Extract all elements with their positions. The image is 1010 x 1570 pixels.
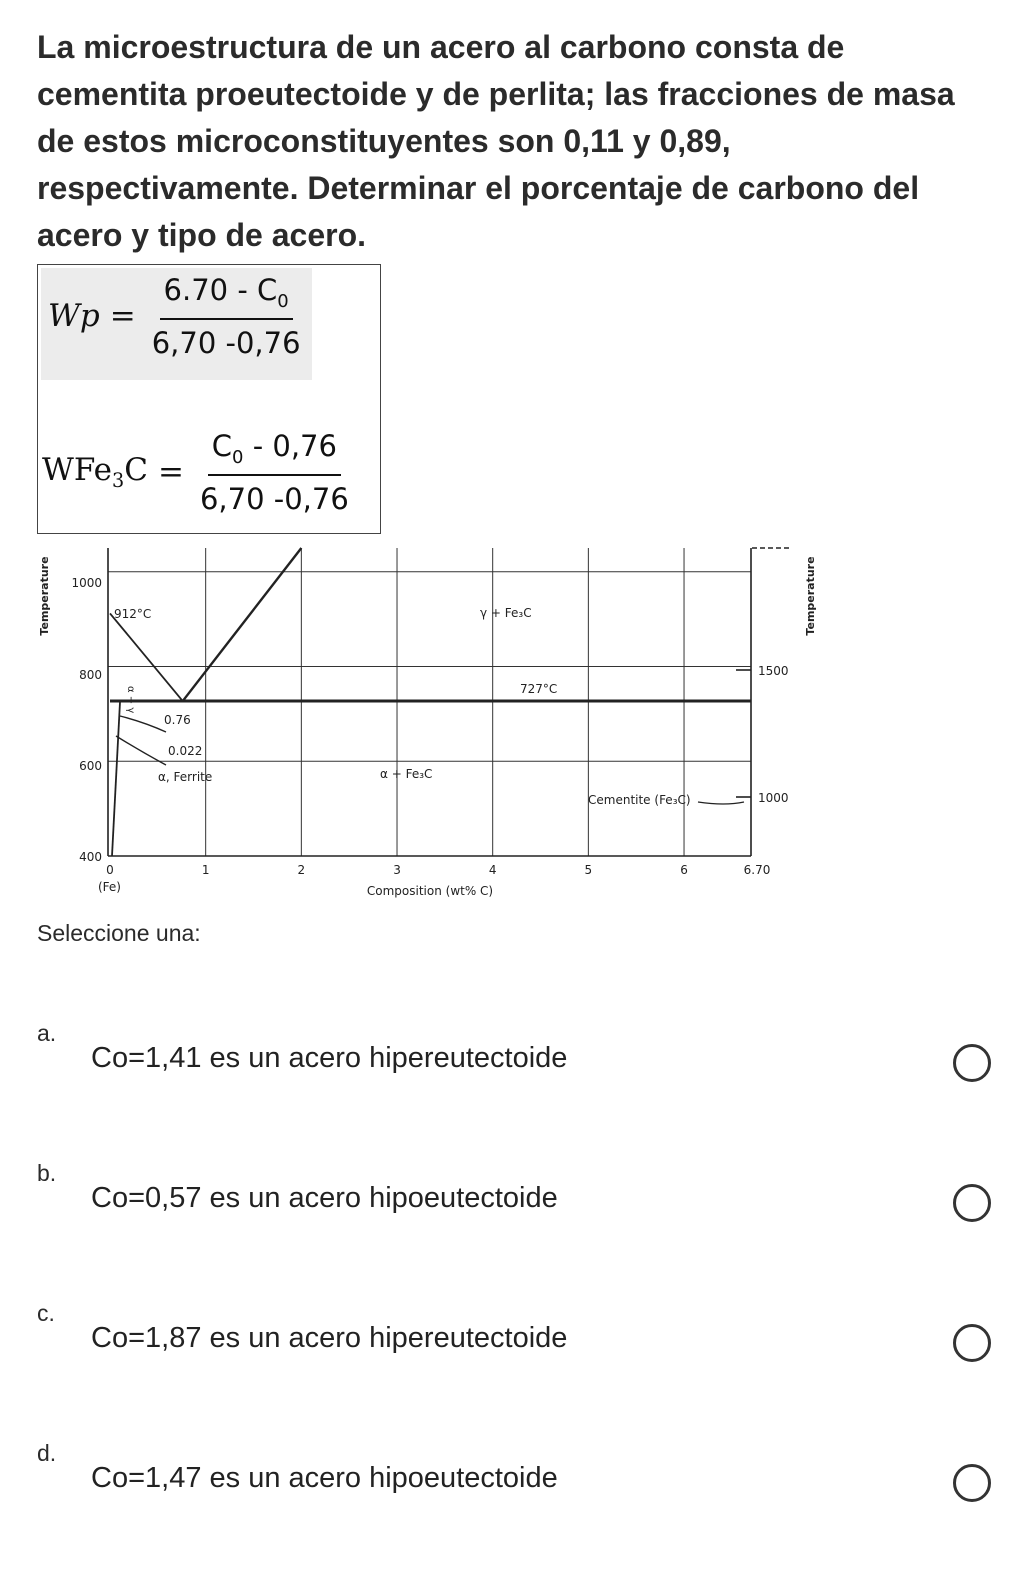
option-b[interactable] — [0, 1160, 1010, 1290]
option-a[interactable] — [0, 1020, 1010, 1150]
x-tick-6.70: 6.70 — [743, 863, 771, 877]
annotation-gamma-fe3c: γ + Fe₃C — [480, 606, 532, 620]
formula-wfe3c-equals: = — [157, 454, 184, 491]
formula-wfe3c-numerator: $C_0 - 0,76$ — [208, 429, 341, 476]
option-d-letter: d. — [37, 1440, 57, 1466]
a3-boundary-line — [110, 613, 183, 701]
x-ticks — [106, 863, 770, 877]
option-b-text[interactable]: Co=0,57 es un acero hipoeutectoide — [91, 1182, 558, 1214]
x-tick-4: 4 — [488, 863, 497, 877]
leader-076 — [120, 716, 166, 732]
formula-wp-denominator: 6,70 -0,76 — [151, 325, 301, 360]
formula-wp-lhs: Wp — [48, 298, 100, 335]
annotation-076: 0.76 — [164, 713, 191, 727]
option-a-text[interactable]: Co=1,41 es un acero hipereutectoide — [91, 1042, 568, 1074]
formula-wp-equals: = — [109, 298, 136, 335]
annotation-727: 727°C — [520, 682, 558, 696]
leader-0022 — [116, 736, 166, 765]
y-axis-label-left: Temperature — [38, 556, 51, 636]
x-tick-0: 0 — [106, 863, 114, 877]
option-a-radio[interactable] — [953, 1044, 991, 1082]
formula-wfe3c-denominator: 6,70 -0,76 — [199, 481, 349, 516]
y-tick-600: 600 — [79, 759, 102, 773]
y-tick-1000: 1000 — [71, 576, 102, 590]
y-tick-400: 400 — [79, 850, 102, 864]
formula-wfe3c — [42, 429, 353, 516]
select-one-label: Seleccione una: — [37, 920, 201, 946]
annotation-alpha-fe3c: α + Fe₃C — [380, 767, 433, 781]
option-d-text[interactable]: Co=1,47 es un acero hipoeutectoide — [91, 1462, 558, 1494]
option-a-letter: a. — [37, 1020, 57, 1046]
x-axis-label: Composition (wt% C) — [366, 884, 494, 898]
x-tick-3: 3 — [393, 863, 401, 877]
option-c-text[interactable]: Co=1,87 es un acero hipereutectoide — [91, 1322, 568, 1354]
y-axis-label-right: Temperature — [804, 556, 817, 636]
option-c-letter: c. — [37, 1300, 55, 1326]
formula-wfe3c-lhs: WFe$_3$C — [42, 452, 148, 493]
right-tick-label-1000: 1000 — [758, 791, 789, 805]
right-tick-label-1500: 1500 — [758, 664, 789, 678]
x-tick-5: 5 — [584, 863, 593, 877]
ferrite-solvus-line — [112, 702, 120, 856]
annotation-cementite: Cementite (Fe₃C) — [588, 793, 691, 807]
option-d[interactable] — [0, 1440, 1010, 1570]
annotation-alpha-gamma: α + γ — [125, 686, 136, 714]
x-tick-1: 1 — [201, 863, 210, 877]
formula-wp — [48, 273, 305, 360]
option-d-radio[interactable] — [953, 1464, 991, 1502]
cementite-arrow — [698, 802, 744, 804]
option-c-radio[interactable] — [953, 1324, 991, 1362]
option-b-radio[interactable] — [953, 1184, 991, 1222]
annotation-912: 912°C — [114, 607, 152, 621]
y-tick-800: 800 — [79, 668, 102, 682]
x-origin-label: (Fe) — [98, 880, 121, 894]
phase-diagram-svg — [30, 540, 817, 908]
x-tick-2: 2 — [297, 863, 306, 877]
formula-wfe3c-fraction — [196, 429, 353, 516]
question-text: La microestructura de un acero al carbono consta de cementita proeutectoide y de perlita; las fracciones de masa de estos microconstituyentes son 0,11 y 0,89, respectivamente. Determinar el porcentaje de carbono del acero y tipo de acero. — [37, 29, 955, 253]
annotation-ferrite: α, Ferrite — [158, 770, 213, 784]
formula-box — [37, 264, 381, 534]
annotation-0022: 0.022 — [168, 744, 203, 758]
option-c[interactable] — [0, 1300, 1010, 1430]
option-b-letter: b. — [37, 1160, 57, 1186]
x-tick-6: 6 — [680, 863, 688, 877]
phase-diagram-chart — [30, 540, 817, 908]
acm-boundary-line — [183, 548, 302, 701]
formula-wp-fraction — [148, 273, 305, 360]
formula-wp-numerator: $6.70 - C_0$ — [160, 273, 293, 320]
